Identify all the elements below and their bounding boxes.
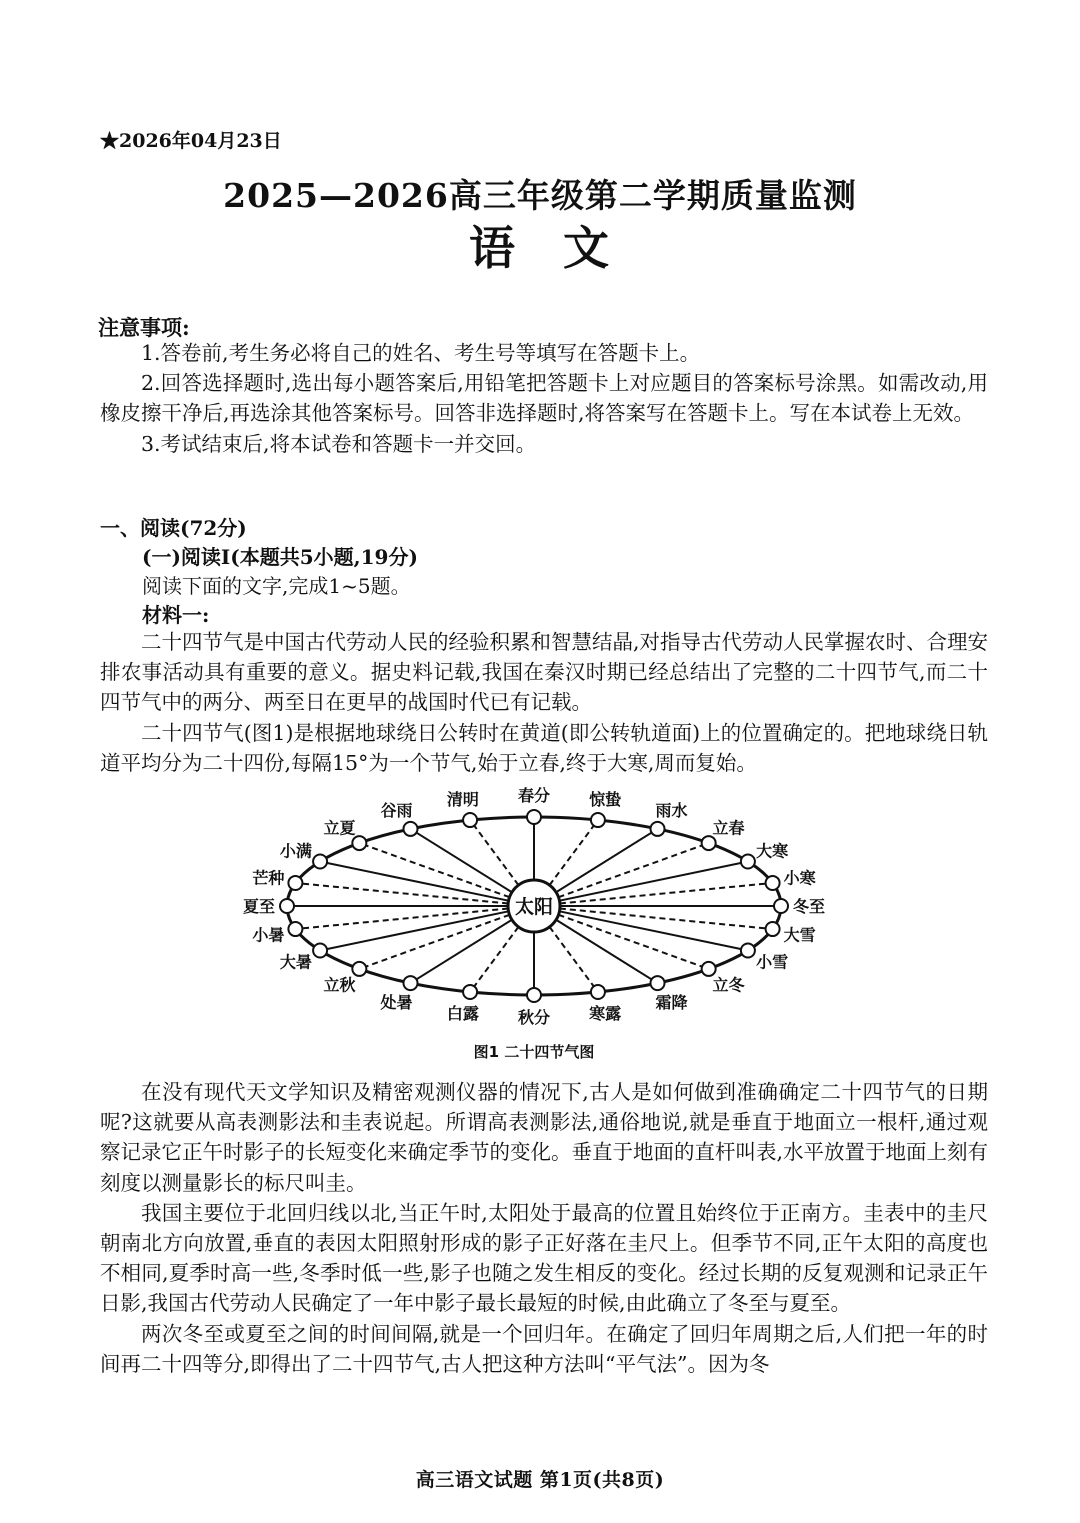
term-label: 大雪 xyxy=(783,925,816,945)
term-label: 大暑 xyxy=(279,952,312,972)
term-point xyxy=(352,836,366,850)
term-label: 小寒 xyxy=(783,868,816,888)
term-point xyxy=(527,988,541,1002)
exam-date: ★2026年04月23日 xyxy=(100,130,282,152)
term-label: 谷雨 xyxy=(380,800,413,820)
solar-terms-figure xyxy=(0,770,1080,1070)
term-spoke xyxy=(359,843,509,897)
figure-caption: 图1 二十四节气图 xyxy=(473,1043,595,1061)
term-point xyxy=(288,876,302,890)
term-point xyxy=(280,899,294,913)
term-spoke xyxy=(359,915,509,969)
term-label: 寒露 xyxy=(589,1004,622,1024)
notice-title: 注意事项: xyxy=(98,315,190,340)
paragraph: 在没有现代天文学知识及精密观测仪器的情况下,古人是如何做到准确确定二十四节气的日期呢?这就要从高表测影法和圭表说起。所谓高表测影法,通俗地说,就是垂直于地面立一根杆,通过观察记录它正午时影子的长短变化来确定季节的变化。垂直于地面的直杆叫表,水平放置于地面上刻有刻度以测量影长的标尺叫圭。 xyxy=(100,1080,989,1195)
term-label: 处暑 xyxy=(380,993,413,1013)
term-label: 小满 xyxy=(279,841,312,861)
term-point xyxy=(741,944,755,958)
term-spoke xyxy=(558,915,708,969)
term-spoke xyxy=(550,820,598,885)
notice-list xyxy=(100,338,988,459)
term-spoke xyxy=(558,843,708,897)
term-label: 小雪 xyxy=(756,952,789,972)
paragraph: 两次冬至或夏至之间的时间间隔,就是一个回归年。在确定了回归年周期之后,人们把一年的时间再二十四等分,即得出了二十四节气,古人把这种方法叫“平气法”。因为冬 xyxy=(100,1321,988,1376)
material-label: 材料一: xyxy=(142,603,210,627)
section-heading: 一、阅读(72分) xyxy=(100,516,247,540)
notice-item: 1.答卷前,考生务必将自己的姓名、考生号等填写在答题卡上。 xyxy=(141,341,701,365)
paragraph: 二十四节气是中国古代劳动人民的经验积累和智慧结晶,对指导古代劳动人民掌握农时、合理安排农事活动具有重要的意义。据史料记载,我国在秦汉时期已经总结出了完整的二十四节气,而二十四节气中的两分、两至日在更早的战国时代已有记载。 xyxy=(100,630,989,715)
term-point xyxy=(741,855,755,869)
term-point xyxy=(766,876,780,890)
material-text-top xyxy=(100,627,988,778)
page-footer: 高三语文试题 第1页(共8页) xyxy=(415,1469,665,1491)
term-label: 惊蛰 xyxy=(589,789,622,809)
term-label: 霜降 xyxy=(655,993,688,1013)
subject-title: 语 文 xyxy=(468,221,611,275)
sub-heading: (一)阅读Ⅰ(本题共5小题,19分) xyxy=(142,545,418,569)
term-label: 芒种 xyxy=(252,868,285,888)
instruction: 阅读下面的文字,完成1~5题。 xyxy=(142,574,411,598)
term-spoke xyxy=(470,820,518,885)
term-point xyxy=(404,822,418,836)
term-label: 白露 xyxy=(446,1004,479,1024)
paragraph: 二十四节气(图1)是根据地球绕日公转时在黄道(即公转轨道面)上的位置确定的。把地球绕日轨道平均分为二十四份,每隔15°为一个节气,始于立春,终于大寒,周而复始。 xyxy=(100,720,988,775)
term-point xyxy=(313,855,327,869)
term-label: 立冬 xyxy=(712,975,745,995)
term-point xyxy=(404,976,418,990)
term-point xyxy=(591,985,605,999)
exam-title: 2025—2026高三年级第二学期质量监测 xyxy=(223,176,857,215)
notice-item: 3.考试结束后,将本试卷和答题卡一并交回。 xyxy=(141,431,537,456)
term-point xyxy=(352,962,366,976)
term-point xyxy=(527,810,541,824)
term-point xyxy=(651,976,665,990)
term-label: 立夏 xyxy=(323,818,356,838)
term-spoke xyxy=(470,927,518,992)
term-spoke xyxy=(550,927,598,992)
term-point xyxy=(774,899,788,913)
term-point xyxy=(651,822,665,836)
term-label: 大寒 xyxy=(756,841,789,861)
term-label: 春分 xyxy=(517,786,551,805)
term-point xyxy=(463,813,477,827)
material-text-bottom xyxy=(100,1077,988,1379)
term-point xyxy=(288,922,302,936)
term-point xyxy=(313,944,327,958)
term-label: 秋分 xyxy=(517,1008,551,1027)
term-point xyxy=(463,985,477,999)
term-label: 清明 xyxy=(446,789,479,809)
term-label: 立春 xyxy=(712,818,745,838)
paragraph: 我国主要位于北回归线以北,当正午时,太阳处于最高的位置且始终位于正南方。圭表中的圭尺朝南北方向放置,垂直的表因太阳照射形成的影子正好落在圭尺上。但季节不同,正午太阳的高度也不相同,夏季时高一些,冬季时低一些,影子也随之发生相反的变化。经过长期的反复观测和记录正午日影,我国古代劳动人民确定了一年中影子最长最短的时候,由此确立了冬至与夏至。 xyxy=(100,1200,988,1316)
term-point xyxy=(702,962,716,976)
term-label: 雨水 xyxy=(655,800,688,820)
term-point xyxy=(702,836,716,850)
term-point xyxy=(591,813,605,827)
term-label: 冬至 xyxy=(792,897,826,916)
term-label: 夏至 xyxy=(242,897,276,916)
notice-item: 2.回答选择题时,选出每小题答案后,用铅笔把答题卡上对应题目的答案标号涂黑。如需改动,用橡皮擦干净后,再选涂其他答案标号。回答非选择题时,将答案写在答题卡上。写在本试卷上无效。 xyxy=(100,371,988,426)
term-point xyxy=(766,922,780,936)
sun-label: 太阳 xyxy=(514,896,554,918)
term-label: 立秋 xyxy=(323,975,356,995)
term-label: 小暑 xyxy=(252,925,285,945)
